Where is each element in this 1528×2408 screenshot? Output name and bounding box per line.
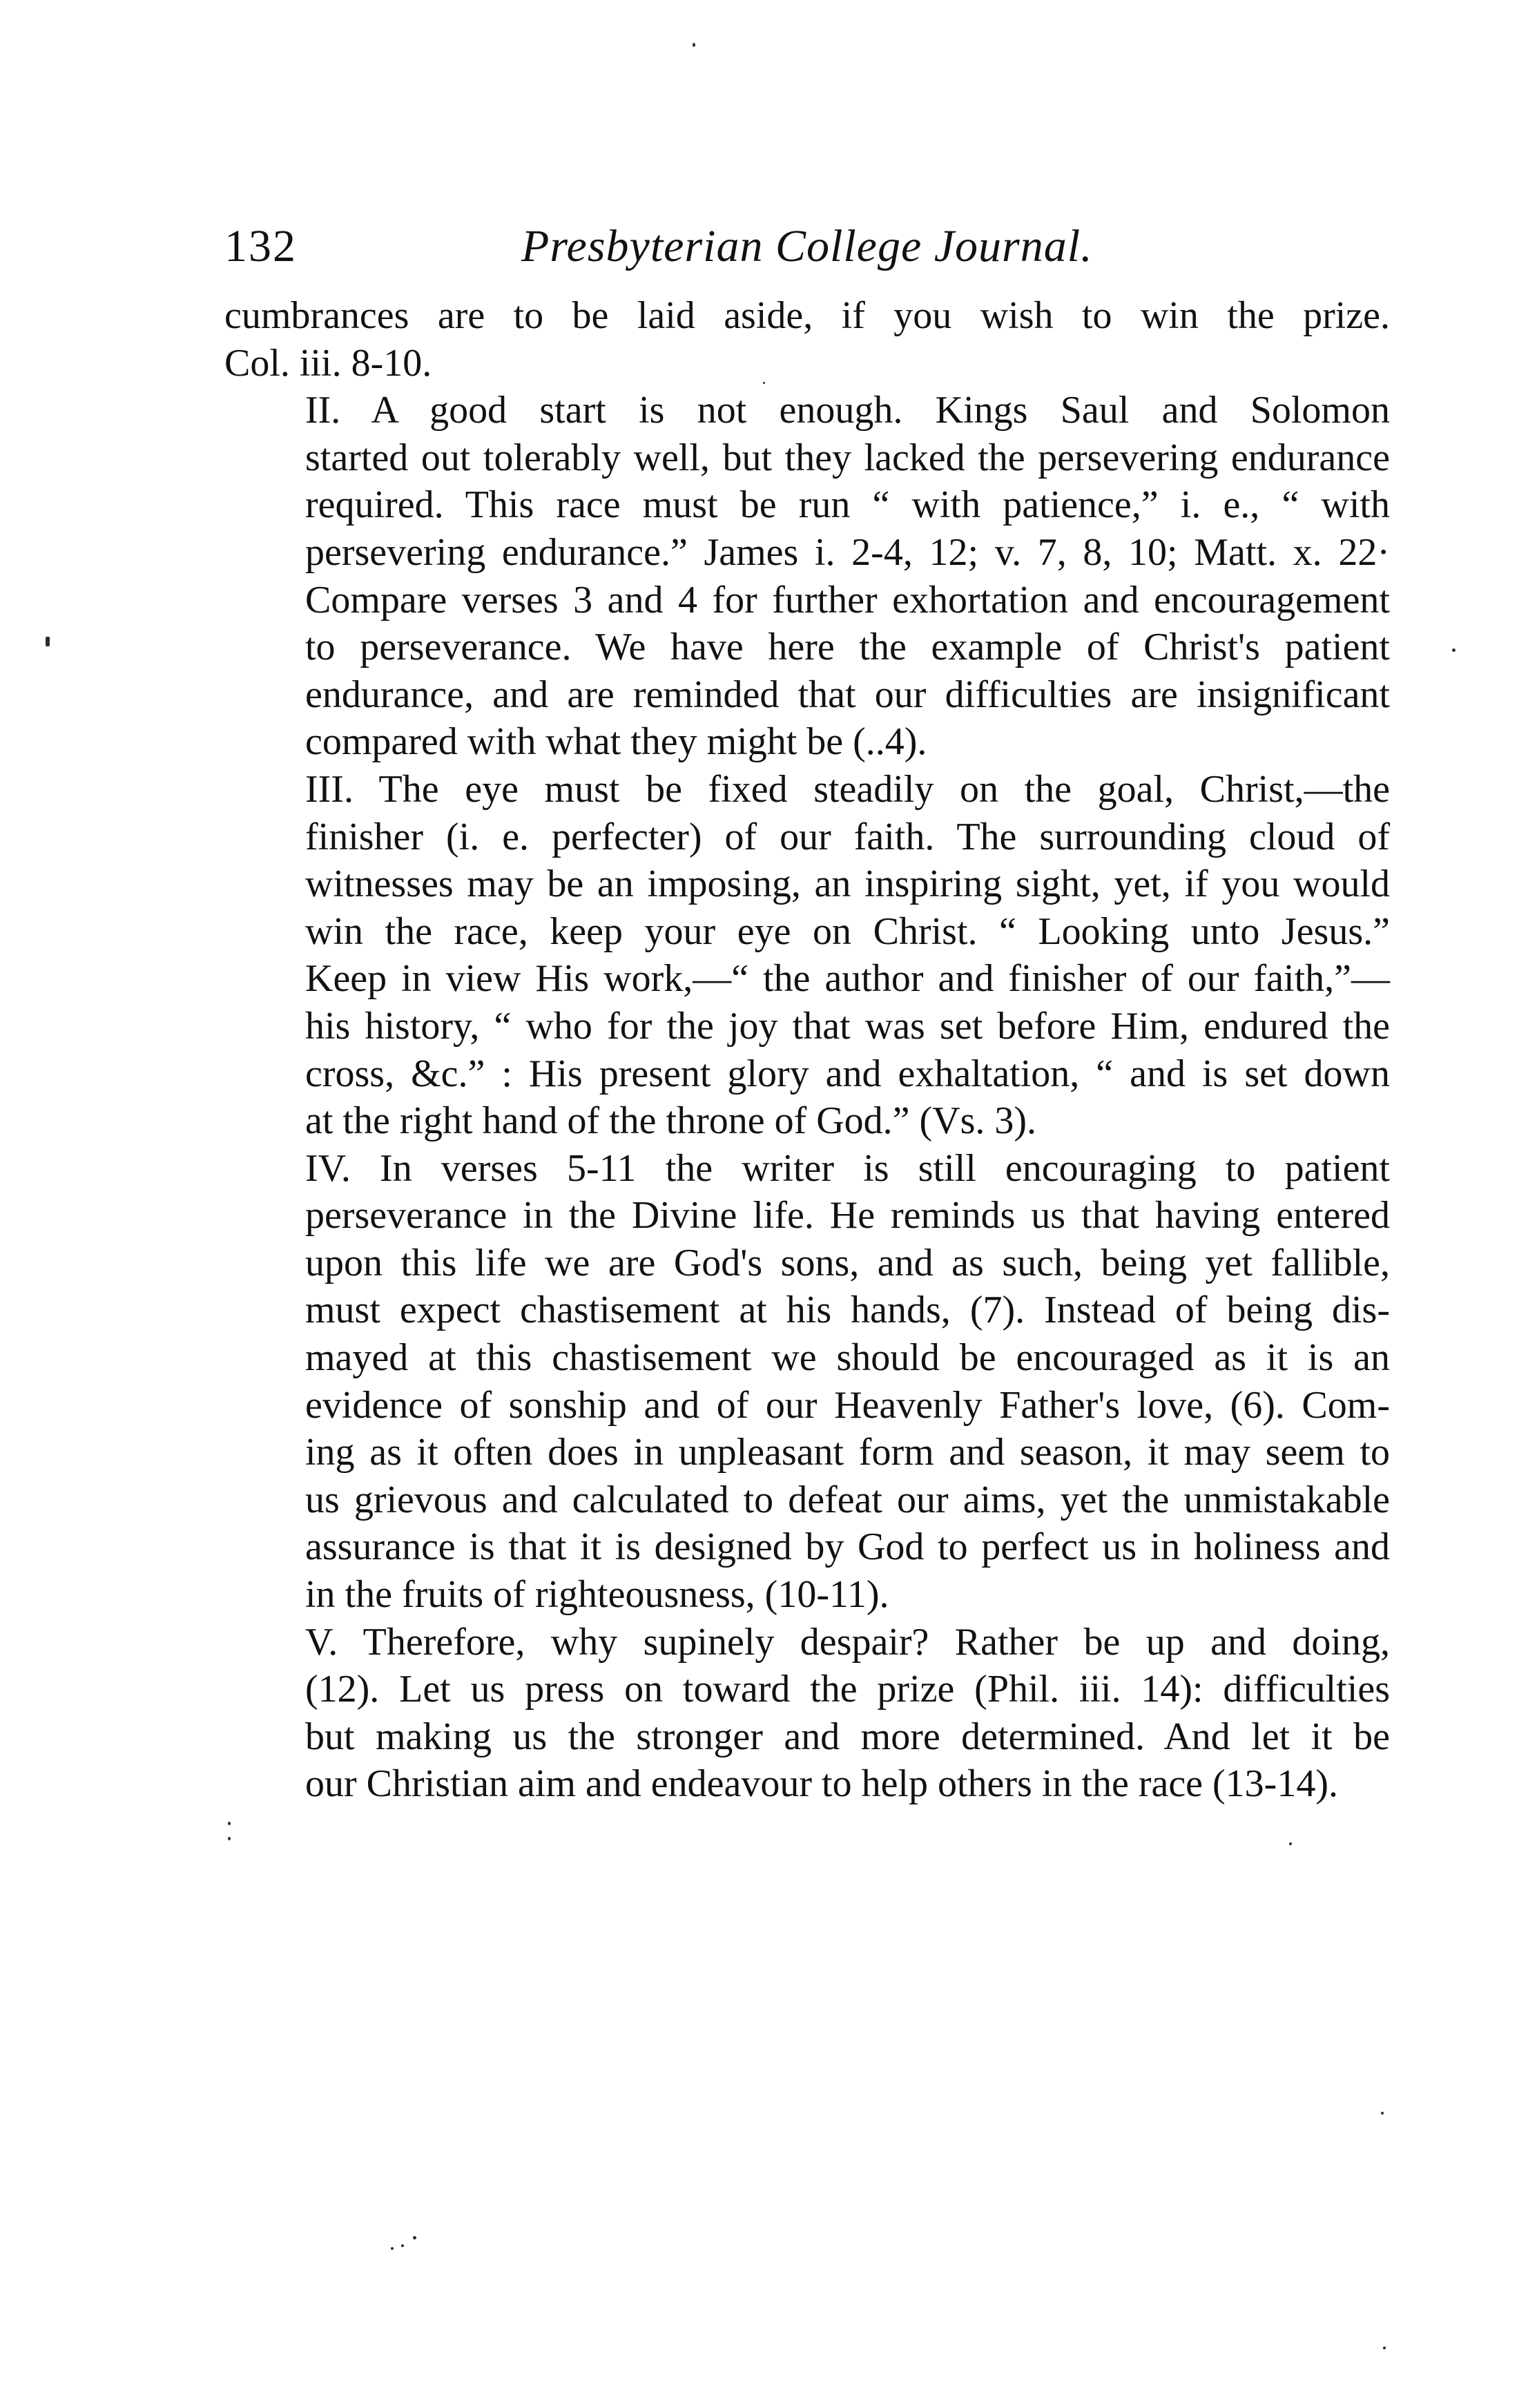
text-line: finisher (i. e. perfecter) of our faith. The surrounding cloud of [305,815,1390,858]
text-line: upon this life we are God's sons, and as such, being yet fallible, [305,1241,1390,1284]
scan-speck [763,382,765,384]
running-title: Presbyterian College Journal. [521,221,1093,271]
text-line: to perseverance. We have here the example of Christ's patient [305,626,1390,669]
text-line: assurance is that it is designed by God to perfect us in holiness and [305,1525,1390,1569]
text-line: Compare verses 3 and 4 for further exhortation and encouragement [305,578,1390,622]
text-line: endurance, and are reminded that our difficulties are insignificant [305,673,1390,716]
text-line: Keep in view His work,—“ the author and finisher of our faith,”— [305,957,1390,1001]
paragraph-point-iv [224,1145,1390,1619]
text-line: Col. iii. 8-10. [224,341,432,385]
paragraph-point-iii [224,766,1390,1145]
page-number: 132 [224,221,297,271]
paragraph-continuation [224,292,1390,387]
text-line: witnesses may be an imposing, an inspiring sight, yet, if you would [305,863,1390,906]
scan-speck [391,2247,394,2250]
text-line: started out tolerably well, but they lacked the persevering endurance [305,436,1390,479]
text-line: ing as it often does in unpleasant form and season, it may seem to [305,1431,1390,1474]
text-line: persevering endurance.” James i. 2-4, 12; v. 7, 8, 10; Matt. x. 22· [305,530,1390,574]
text-line: at the right hand of the throne of God.” (Vs. 3). [305,1099,1037,1143]
scan-speck [413,2236,416,2240]
text-line: evidence of sonship and of our Heavenly Father's love, (6). Com- [305,1383,1390,1427]
scan-speck [228,1837,231,1840]
text-line: cumbrances are to be laid aside, if you wish to win the prize. [224,294,1390,337]
scan-speck [1381,2112,1384,2115]
scan-speck [228,1822,231,1825]
text-line: his history, “ who for the joy that was set before Him, endured the [305,1004,1390,1048]
text-line: mayed at this chastisement we should be encouraged as it is an [305,1336,1390,1380]
text-line: cross, &c.” : His present glory and exhaltation, “ and is set down [305,1052,1390,1095]
paragraph-point-v [224,1619,1390,1808]
scan-speck [693,43,695,47]
text-line: (12). Let us press on toward the prize (Phil. iii. 14): difficulties [305,1668,1390,1711]
text-line: us grievous and calculated to defeat our aims, yet the unmistakable [305,1478,1390,1521]
text-line: in the fruits of righteousness, (10-11). [305,1573,889,1617]
text-line: but making us the stronger and more determined. And let it be [305,1715,1390,1758]
scan-speck [1452,648,1456,652]
text-line: our Christian aim and endeavour to help others in the race (13-14). [305,1762,1338,1806]
text-line: must expect chastisement at his hands, (7). Instead of being dis- [305,1289,1390,1332]
scan-speck [1289,1842,1292,1845]
text-line: win the race, keep your eye on Christ. “ Looking unto Jesus.” [305,909,1390,953]
text-line: compared with what they might be (..4). [305,720,927,764]
text-line: perseverance in the Divine life. He reminds us that having entered [305,1194,1390,1237]
scan-speck [1383,2347,1386,2349]
text-line: V. Therefore, why supinely despair? Rather be up and doing, [305,1620,1390,1664]
article-body [224,292,1390,1808]
text-line: II. A good start is not enough. Kings Saul and Solomon [305,389,1390,432]
text-line: IV. In verses 5-11 the writer is still encouraging to patient [305,1146,1390,1190]
scan-speck [46,637,50,646]
page-header [224,215,1391,278]
paragraph-point-ii [224,387,1390,766]
text-line: required. This race must be run “ with patience,” i. e., “ with [305,483,1390,527]
scan-speck [401,2244,404,2247]
text-line: III. The eye must be fixed steadily on the goal, Christ,—the [305,767,1390,811]
